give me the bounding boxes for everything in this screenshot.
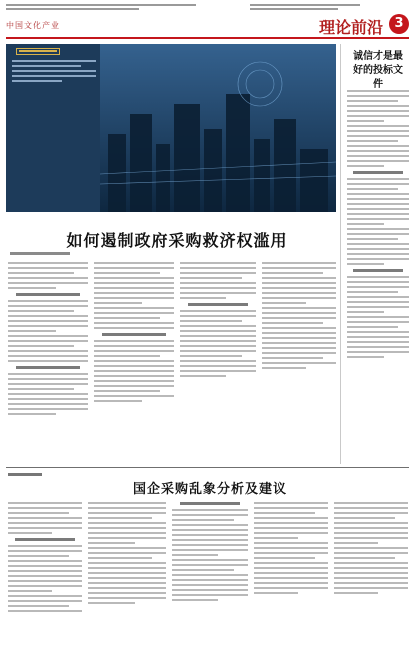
text-line	[254, 547, 328, 549]
header-info-line	[6, 4, 196, 6]
main-article-column-3	[180, 262, 256, 380]
text-line	[94, 345, 174, 347]
text-line	[347, 135, 409, 137]
text-line	[8, 550, 82, 552]
text-line	[8, 575, 82, 577]
bottom-article-column-4	[254, 502, 328, 597]
text-line	[254, 502, 328, 504]
text-line	[88, 512, 166, 514]
text-line	[334, 517, 395, 519]
text-line	[8, 565, 82, 567]
text-line	[334, 502, 408, 504]
text-line	[262, 342, 336, 344]
text-line	[334, 507, 408, 509]
text-line	[12, 75, 96, 77]
text-line	[88, 602, 135, 604]
text-line	[88, 592, 166, 594]
text-line	[8, 310, 74, 312]
text-line	[347, 150, 409, 152]
text-line	[172, 554, 218, 556]
sub-heading	[353, 269, 403, 272]
text-line	[347, 276, 409, 278]
text-line	[94, 312, 174, 314]
text-line	[262, 332, 336, 334]
text-line	[334, 512, 408, 514]
text-line	[347, 90, 409, 92]
text-line	[334, 577, 408, 579]
sub-heading	[353, 171, 403, 174]
text-line	[347, 351, 409, 353]
text-line	[172, 579, 248, 581]
text-line	[347, 193, 409, 195]
side-article	[340, 44, 409, 464]
text-line	[262, 327, 336, 329]
text-line	[262, 347, 336, 349]
text-line	[262, 322, 323, 324]
header-info-right	[250, 4, 360, 13]
text-line	[8, 320, 88, 322]
text-line	[88, 577, 166, 579]
feature-tag-line	[19, 50, 57, 52]
text-line	[8, 605, 69, 607]
text-line	[8, 413, 56, 415]
text-line	[347, 165, 384, 167]
text-line	[8, 267, 88, 269]
text-line	[254, 587, 328, 589]
text-line	[94, 292, 174, 294]
text-line	[262, 352, 336, 354]
text-line	[347, 263, 384, 265]
text-line	[94, 327, 174, 329]
text-line	[180, 375, 226, 377]
text-line	[12, 80, 62, 82]
text-line	[347, 316, 409, 318]
text-line	[347, 110, 409, 112]
sub-heading	[16, 366, 80, 369]
text-line	[347, 218, 409, 220]
text-line	[94, 277, 174, 279]
text-line	[94, 360, 174, 362]
text-line	[180, 262, 256, 264]
text-line	[180, 330, 256, 332]
text-line	[347, 120, 384, 122]
text-line	[347, 311, 384, 313]
text-line	[347, 326, 398, 328]
text-line	[262, 272, 323, 274]
text-line	[254, 557, 315, 559]
text-line	[180, 345, 256, 347]
text-line	[334, 527, 408, 529]
text-line	[8, 502, 82, 504]
text-line	[8, 532, 52, 534]
header-info-left	[6, 4, 196, 13]
text-line	[347, 258, 409, 260]
text-line	[8, 335, 88, 337]
text-line	[334, 522, 408, 524]
text-line	[8, 512, 69, 514]
text-line	[8, 373, 88, 375]
sub-heading	[15, 538, 74, 541]
text-line	[8, 527, 82, 529]
sub-heading	[180, 502, 241, 505]
text-line	[8, 287, 56, 289]
text-line	[347, 95, 409, 97]
text-line	[347, 188, 398, 190]
text-line	[347, 130, 409, 132]
text-line	[254, 562, 328, 564]
text-line	[8, 262, 88, 264]
text-line	[8, 360, 88, 362]
text-line	[88, 542, 135, 544]
text-line	[254, 512, 315, 514]
text-line	[254, 522, 328, 524]
text-line	[347, 213, 409, 215]
text-line	[8, 522, 82, 524]
text-line	[94, 385, 174, 387]
text-line	[347, 160, 409, 162]
text-line	[347, 243, 409, 245]
text-line	[94, 340, 174, 342]
text-line	[88, 507, 166, 509]
text-line	[88, 537, 166, 539]
text-line	[347, 208, 409, 210]
text-line	[334, 567, 408, 569]
bottom-article-column-3	[172, 502, 248, 604]
text-line	[180, 292, 256, 294]
text-line	[94, 365, 174, 367]
text-line	[172, 539, 248, 541]
text-line	[172, 529, 248, 531]
text-line	[347, 100, 398, 102]
text-line	[262, 292, 336, 294]
text-line	[254, 517, 328, 519]
text-line	[262, 297, 336, 299]
text-line	[172, 549, 248, 551]
paper-name: 中国文化产业	[6, 21, 60, 30]
text-line	[172, 599, 218, 601]
text-line	[347, 198, 409, 200]
text-line	[347, 228, 409, 230]
text-line	[88, 527, 166, 529]
text-line	[94, 317, 160, 319]
text-line	[180, 277, 242, 279]
text-line	[94, 395, 174, 397]
text-line	[94, 307, 174, 309]
text-line	[334, 552, 408, 554]
text-line	[262, 282, 336, 284]
feature-tag	[16, 48, 60, 55]
text-line	[180, 320, 242, 322]
text-line	[8, 378, 88, 380]
text-line	[180, 272, 256, 274]
text-line	[12, 70, 96, 72]
text-line	[347, 346, 409, 348]
text-line	[347, 125, 409, 127]
text-line	[8, 393, 88, 395]
text-line	[262, 302, 306, 304]
image-column-text	[12, 60, 96, 85]
text-line	[334, 572, 408, 574]
sub-heading	[16, 293, 80, 296]
text-line	[254, 507, 328, 509]
text-line	[262, 317, 336, 319]
text-line	[172, 584, 248, 586]
text-line	[172, 574, 248, 576]
text-line	[254, 542, 328, 544]
bottom-headline: 国企采购乱象分析及建议	[132, 482, 287, 497]
text-line	[262, 262, 336, 264]
text-line	[254, 532, 328, 534]
text-line	[347, 248, 409, 250]
text-line	[347, 286, 409, 288]
text-line	[94, 400, 142, 402]
text-line	[180, 325, 256, 327]
text-line	[12, 60, 96, 62]
text-line	[254, 567, 328, 569]
text-line	[172, 509, 248, 511]
text-line	[180, 350, 256, 352]
text-line	[8, 272, 74, 274]
text-line	[172, 534, 248, 536]
text-line	[334, 542, 378, 544]
text-line	[12, 65, 81, 67]
text-line	[8, 330, 56, 332]
text-line	[347, 253, 409, 255]
text-line	[180, 315, 256, 317]
text-line	[8, 355, 88, 357]
text-line	[334, 587, 408, 589]
header-info-line	[6, 8, 139, 10]
text-line	[94, 390, 160, 392]
text-line	[262, 307, 336, 309]
main-article-column-2	[94, 262, 174, 405]
bottom-article-column-5	[334, 502, 408, 597]
main-article-column-1	[8, 262, 88, 418]
text-line	[88, 582, 166, 584]
text-line	[94, 282, 174, 284]
text-line	[347, 140, 398, 142]
sub-heading	[102, 333, 166, 336]
text-line	[347, 233, 409, 235]
text-line	[8, 398, 88, 400]
text-line	[172, 514, 248, 516]
text-line	[8, 403, 88, 405]
text-line	[94, 297, 174, 299]
text-line	[172, 544, 248, 546]
main-byline	[10, 252, 70, 255]
text-line	[262, 287, 336, 289]
text-line	[172, 569, 234, 571]
text-line	[8, 595, 82, 597]
text-line	[347, 356, 384, 358]
text-line	[94, 267, 174, 269]
text-line	[347, 291, 398, 293]
text-line	[88, 552, 166, 554]
text-line	[347, 281, 409, 283]
text-line	[180, 282, 256, 284]
text-line	[334, 592, 378, 594]
text-line	[254, 577, 328, 579]
text-line	[88, 587, 166, 589]
sub-heading	[188, 303, 249, 306]
text-line	[347, 155, 409, 157]
text-line	[347, 178, 409, 180]
text-line	[180, 310, 256, 312]
text-line	[88, 532, 166, 534]
text-line	[88, 502, 166, 504]
text-line	[8, 517, 82, 519]
main-headline: 如何遏制政府采购救济权滥用	[66, 231, 288, 250]
masthead-rule	[6, 37, 409, 39]
text-line	[8, 570, 82, 572]
text-line	[347, 203, 409, 205]
header-info-line	[250, 4, 360, 6]
text-line	[8, 560, 82, 562]
text-line	[94, 370, 174, 372]
text-line	[88, 597, 166, 599]
text-line	[347, 238, 398, 240]
text-line	[172, 524, 248, 526]
text-line	[347, 296, 409, 298]
text-line	[8, 545, 82, 547]
text-line	[94, 287, 174, 289]
text-line	[8, 315, 88, 317]
text-line	[8, 580, 82, 582]
text-line	[347, 145, 409, 147]
text-line	[334, 532, 408, 534]
text-line	[180, 267, 256, 269]
text-line	[8, 350, 88, 352]
text-line	[94, 302, 142, 304]
text-line	[88, 522, 166, 524]
header-info-line	[250, 8, 338, 10]
text-line	[347, 336, 409, 338]
text-line	[180, 360, 256, 362]
text-line	[347, 331, 409, 333]
text-line	[180, 335, 256, 337]
text-line	[347, 223, 384, 225]
text-line	[8, 408, 88, 410]
text-line	[180, 365, 256, 367]
main-article-column-4	[262, 262, 336, 372]
text-line	[172, 564, 248, 566]
text-line	[172, 589, 248, 591]
bottom-section-label	[8, 473, 42, 476]
text-line	[254, 582, 328, 584]
text-line	[88, 557, 152, 559]
text-line	[88, 567, 166, 569]
side-article-title: 诚信才是最好的投标文件	[353, 51, 403, 90]
text-line	[88, 562, 166, 564]
text-line	[347, 105, 409, 107]
text-line	[180, 355, 242, 357]
text-line	[94, 262, 174, 264]
city-illustration-graphic	[100, 44, 336, 212]
text-line	[262, 367, 306, 369]
text-line	[172, 559, 248, 561]
text-line	[94, 355, 160, 357]
text-line	[334, 537, 408, 539]
text-line	[8, 345, 74, 347]
text-line	[88, 547, 166, 549]
illustration	[100, 44, 336, 212]
text-line	[8, 282, 88, 284]
text-line	[172, 594, 248, 596]
text-line	[94, 375, 174, 377]
text-line	[254, 572, 328, 574]
text-line	[262, 362, 336, 364]
text-line	[94, 350, 174, 352]
text-line	[334, 557, 395, 559]
bottom-article-column-1	[8, 502, 82, 615]
text-line	[254, 527, 328, 529]
text-line	[180, 287, 256, 289]
text-line	[8, 388, 74, 390]
text-line	[8, 590, 52, 592]
text-line	[347, 115, 409, 117]
page-number-badge: 3	[389, 14, 409, 34]
bottom-article-column-2	[88, 502, 166, 607]
text-line	[334, 547, 408, 549]
text-line	[262, 337, 336, 339]
text-line	[94, 272, 160, 274]
side-article-body	[347, 90, 409, 361]
text-line	[8, 325, 88, 327]
text-line	[334, 562, 408, 564]
text-line	[8, 305, 88, 307]
text-line	[8, 507, 82, 509]
text-line	[180, 370, 256, 372]
text-line	[8, 600, 82, 602]
text-line	[8, 340, 88, 342]
text-line	[254, 552, 328, 554]
text-line	[262, 267, 336, 269]
text-line	[8, 300, 88, 302]
text-line	[88, 517, 152, 519]
text-line	[347, 306, 409, 308]
text-line	[347, 321, 409, 323]
text-line	[94, 380, 174, 382]
text-line	[172, 519, 234, 521]
text-line	[254, 592, 298, 594]
text-line	[180, 340, 256, 342]
text-line	[8, 585, 82, 587]
text-line	[347, 301, 409, 303]
text-line	[94, 322, 174, 324]
text-line	[262, 357, 323, 359]
masthead	[6, 14, 409, 36]
text-line	[88, 572, 166, 574]
text-line	[262, 277, 336, 279]
section-title: 理论前沿	[318, 18, 383, 37]
text-line	[347, 183, 409, 185]
text-line	[180, 297, 226, 299]
text-line	[334, 582, 408, 584]
text-line	[8, 383, 88, 385]
text-line	[347, 341, 409, 343]
text-line	[8, 610, 82, 612]
text-line	[254, 537, 298, 539]
text-line	[8, 555, 69, 557]
feature-image-area	[6, 44, 336, 212]
text-line	[8, 277, 88, 279]
section-divider	[6, 467, 409, 468]
text-line	[262, 312, 336, 314]
